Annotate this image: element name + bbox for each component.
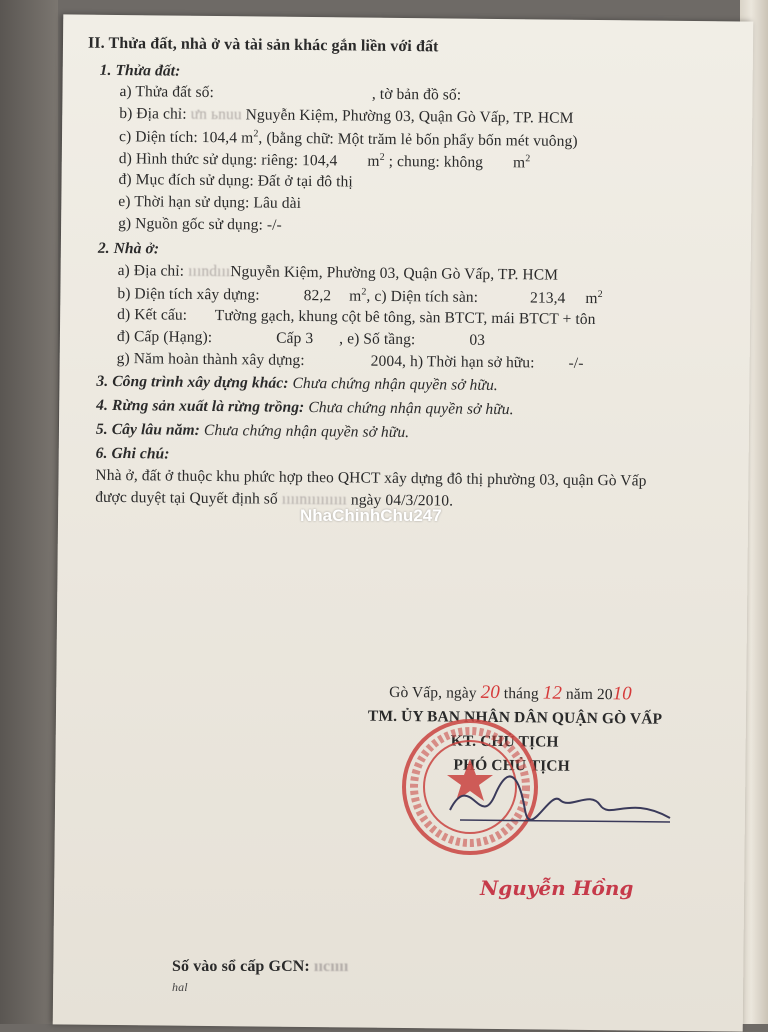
- handwritten-scribble: hal: [172, 980, 188, 994]
- month-label: tháng: [503, 685, 539, 703]
- land-dd: đ) Mục đích sử dụng: Đất ở tại đô thị: [118, 171, 353, 191]
- issuing-organization: TM. ỦY BAN NHÂN DÂN QUẬN GÒ VẤP: [367, 707, 663, 728]
- land-c-sup: 2: [253, 128, 259, 140]
- signature: [440, 760, 680, 840]
- house-b-value: 82,2: [303, 287, 332, 305]
- house-d-label: d) Kết cấu:: [117, 305, 188, 324]
- note-line-2a: được duyệt tại Quyết định số: [95, 488, 278, 508]
- other-works-header: 3. Công trình xây dựng khác:: [96, 372, 289, 392]
- gcn-register-number: [172, 958, 348, 976]
- perennial-trees-value: Chưa chứng nhận quyền sở hữu.: [203, 421, 410, 442]
- house-b-unit: m: [349, 287, 362, 305]
- house-h-label: , h) Thời hạn sở hữu:: [402, 352, 535, 372]
- house-b-sup: 2: [361, 286, 367, 298]
- land-a: [119, 83, 461, 105]
- house-a: [118, 262, 559, 285]
- house-g: [117, 350, 584, 373]
- house-a-address: Nguyễn Kiệm, Phường 03, Quận Gò Vấp, TP. HCM: [230, 263, 559, 284]
- notes-header: 6. Ghi chú:: [95, 444, 170, 463]
- land-d-shared: ; chung: không: [388, 152, 484, 171]
- other-works-value: Chưa chứng nhận quyền sở hữu.: [292, 374, 498, 394]
- redacted-register-number: ııcıııı: [313, 958, 349, 975]
- house-a-label: a) Địa chỉ:: [117, 261, 185, 280]
- land-c-words: , (bằng chữ: Một trăm lẻ bốn phẩy bốn mét vuông): [258, 129, 578, 150]
- house-header: 2. Nhà ở:: [97, 239, 160, 258]
- perennial-trees: [96, 421, 409, 442]
- house-e-value: 03: [469, 331, 486, 349]
- watermark: NhaChinhChu247: [300, 506, 442, 525]
- land-d-label: d) Hình thức sử dụng: riêng: 104,4: [118, 150, 338, 170]
- house-c-label: , c) Diện tích sàn:: [366, 287, 479, 306]
- other-works: [96, 373, 498, 395]
- note-line-1: Nhà ở, đất ở thuộc khu phức hợp theo QHCT xây dựng đô thị phường 03, quận Gò Vấp: [95, 466, 647, 490]
- land-a2-label: , tờ bản đồ số:: [371, 85, 462, 104]
- house-dd-label: đ) Cấp (Hạng):: [116, 327, 213, 346]
- land-a-blank: [218, 97, 368, 99]
- note-line-2b: ngày 04/3/2010.: [350, 491, 454, 510]
- land-header: 1. Thửa đất:: [99, 61, 181, 80]
- year-handwritten: 10: [612, 683, 632, 705]
- planted-forest-value: Chưa chứng nhận quyền sở hữu.: [308, 399, 514, 419]
- redacted-decision-number: ıııınııııııııı: [281, 490, 348, 509]
- section-title: II. Thửa đất, nhà ở và tài sản khác gắn liền với đất: [87, 34, 439, 56]
- land-d: [119, 149, 531, 172]
- land-d-unit2: m: [512, 154, 526, 172]
- house-dd: [117, 328, 485, 350]
- house-d-value: Tường gạch, khung cột bê tông, sàn BTCT, mái BTCT + tôn: [214, 307, 596, 329]
- land-b-label: b) Địa chỉ:: [119, 105, 187, 123]
- signer-title-2: PHÓ CHỦ TỊCH: [453, 756, 570, 775]
- perennial-trees-header: 5. Cây lâu năm:: [95, 420, 201, 439]
- house-b-label: b) Diện tích xây dựng:: [117, 285, 260, 304]
- background-left: [0, 0, 58, 1024]
- day-handwritten: 20: [480, 681, 500, 704]
- gcn-register-label: Số vào sổ cấp GCN:: [172, 958, 310, 975]
- land-d-sup2: 2: [525, 153, 531, 165]
- house-b: [117, 284, 603, 308]
- month-handwritten: 12: [542, 682, 563, 704]
- land-g: g) Nguồn gốc sử dụng: -/-: [118, 215, 282, 234]
- redacted-house-number: ưn ьnuu: [190, 105, 242, 124]
- land-b: [119, 105, 573, 128]
- house-e-label: , e) Số tầng:: [339, 330, 416, 349]
- redacted-house-number: ııındııı: [188, 262, 231, 281]
- land-b-address: Nguyễn Kiệm, Phường 03, Quận Gò Vấp, TP. HCM: [245, 106, 574, 127]
- house-h-value: -/-: [568, 354, 584, 372]
- land-d-sup: 2: [379, 151, 385, 163]
- house-g-label: g) Năm hoàn thành xây dựng:: [116, 349, 305, 369]
- land-c-label: c) Diện tích: 104,4: [118, 128, 238, 147]
- signer-title-1: KT. CHỦ TỊCH: [450, 732, 559, 751]
- house-c-value: 213,4: [529, 289, 566, 307]
- planted-forest-header: 4. Rừng sản xuất là rừng trồng:: [96, 396, 305, 416]
- land-d-unit: m: [367, 152, 380, 170]
- house-g-value: 2004: [370, 352, 403, 370]
- house-d: [117, 306, 596, 329]
- land-c-unit: m: [241, 129, 254, 147]
- signer-name: Nguyễn Hồng: [480, 876, 634, 900]
- place-date: [389, 681, 632, 706]
- house-c-sup: 2: [597, 289, 603, 301]
- land-a-label: a) Thửa đất số:: [119, 83, 215, 101]
- planted-forest: [96, 397, 514, 419]
- house-c-unit: m: [585, 290, 598, 308]
- place-date-label: Gò Vấp, ngày: [389, 683, 477, 702]
- land-e: e) Thời hạn sử dụng: Lâu dài: [118, 193, 302, 212]
- house-dd-value: Cấp 3: [276, 329, 314, 348]
- year-label: năm 20: [565, 685, 613, 704]
- land-c: [119, 127, 578, 151]
